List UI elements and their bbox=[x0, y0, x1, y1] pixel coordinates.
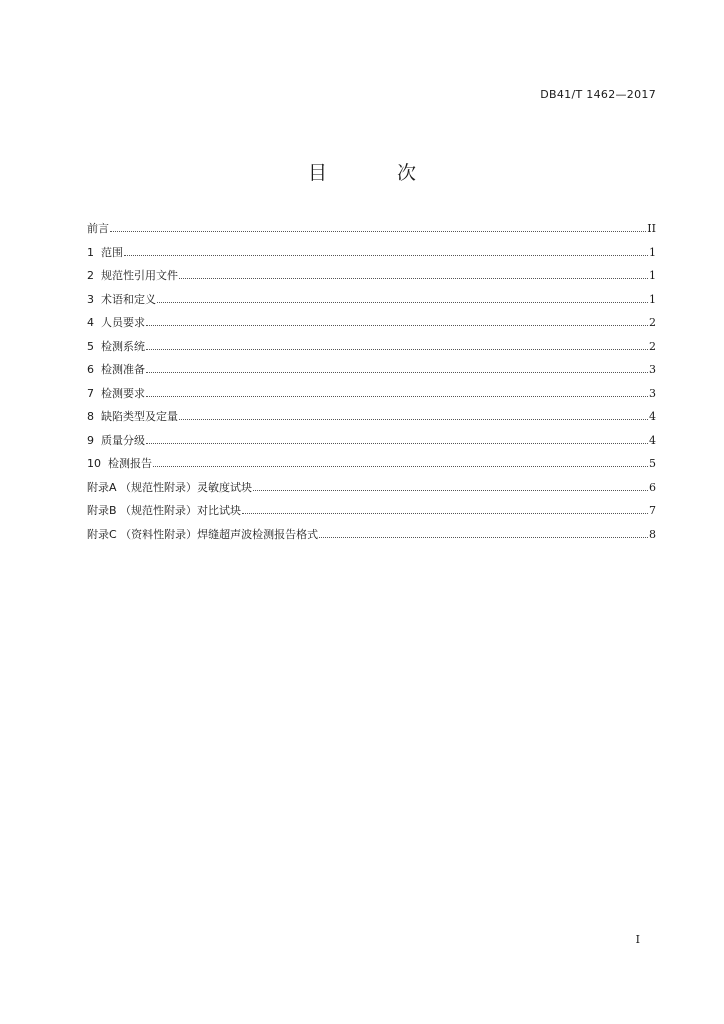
toc-entry-label: 7 检测要求 bbox=[87, 386, 145, 400]
toc-entry-annex-a[interactable] bbox=[87, 478, 656, 502]
toc-entry-normative-references[interactable] bbox=[87, 266, 656, 290]
dot-leader bbox=[157, 301, 648, 303]
toc-entry-label: 附录C （资料性附录）焊缝超声波检测报告格式 bbox=[87, 527, 319, 541]
toc-entry-scope[interactable] bbox=[87, 243, 656, 267]
toc-entry-page: 8 bbox=[649, 527, 656, 541]
toc-entry-test-report[interactable] bbox=[87, 454, 656, 478]
toc-entry-page: 5 bbox=[649, 457, 656, 470]
toc-entry-page: 3 bbox=[649, 363, 656, 376]
dot-leader bbox=[242, 512, 648, 514]
dot-leader bbox=[110, 230, 646, 232]
dot-leader bbox=[146, 371, 648, 373]
toc-entry-testing-preparation[interactable] bbox=[87, 360, 656, 384]
toc-entry-page: 3 bbox=[649, 386, 656, 400]
toc-entry-page: 7 bbox=[649, 504, 656, 517]
dot-leader bbox=[146, 348, 648, 350]
toc-entry-personnel-requirements[interactable] bbox=[87, 313, 656, 337]
toc-entry-page: 6 bbox=[649, 480, 656, 494]
toc-entry-page: 4 bbox=[649, 433, 656, 447]
toc-entry-label: 4 人员要求 bbox=[87, 316, 145, 329]
toc-entry-label: 附录B （规范性附录）对比试块 bbox=[87, 504, 242, 517]
toc-entry-testing-system[interactable] bbox=[87, 337, 656, 361]
page-number: I bbox=[635, 933, 640, 946]
toc-entry-page: 4 bbox=[649, 410, 656, 423]
dot-leader bbox=[124, 254, 648, 256]
toc-entry-label: 2 规范性引用文件 bbox=[87, 269, 178, 282]
toc-entry-label: 9 质量分级 bbox=[87, 433, 145, 447]
toc-entry-page: 1 bbox=[649, 269, 656, 282]
dot-leader bbox=[146, 324, 648, 326]
toc-entry-label: 附录A （规范性附录）灵敏度试块 bbox=[87, 480, 253, 494]
toc-entry-label: 1 范围 bbox=[87, 245, 123, 259]
toc-entry-label: 5 检测系统 bbox=[87, 339, 145, 353]
dot-leader bbox=[179, 418, 648, 420]
toc-entry-page: 1 bbox=[649, 245, 656, 259]
table-of-contents bbox=[87, 219, 656, 548]
toc-entry-label: 前言 bbox=[87, 222, 109, 235]
toc-entry-testing-requirements[interactable] bbox=[87, 384, 656, 408]
toc-entry-page: 1 bbox=[649, 292, 656, 306]
dot-leader bbox=[153, 465, 648, 467]
toc-entry-label: 6 检测准备 bbox=[87, 363, 145, 376]
dot-leader bbox=[146, 395, 648, 397]
toc-entry-annex-c[interactable] bbox=[87, 525, 656, 549]
dot-leader bbox=[146, 442, 648, 444]
toc-entry-quality-grading[interactable] bbox=[87, 431, 656, 455]
dot-leader bbox=[253, 489, 648, 491]
toc-entry-label: 10 检测报告 bbox=[87, 457, 152, 470]
toc-title: 目 次 bbox=[307, 162, 449, 184]
toc-entry-annex-b[interactable] bbox=[87, 501, 656, 525]
toc-entry-label: 3 术语和定义 bbox=[87, 292, 156, 306]
dot-leader bbox=[179, 277, 648, 279]
toc-entry-terms-definitions[interactable] bbox=[87, 290, 656, 314]
dot-leader bbox=[319, 536, 648, 538]
toc-entry-page: 2 bbox=[649, 316, 656, 329]
toc-entry-page: 2 bbox=[649, 339, 656, 353]
toc-entry-foreword[interactable] bbox=[87, 219, 656, 243]
toc-entry-page: II bbox=[647, 222, 656, 235]
toc-entry-defect-types[interactable] bbox=[87, 407, 656, 431]
toc-entry-label: 8 缺陷类型及定量 bbox=[87, 410, 178, 423]
standard-number: DB41/T 1462—2017 bbox=[540, 88, 656, 101]
